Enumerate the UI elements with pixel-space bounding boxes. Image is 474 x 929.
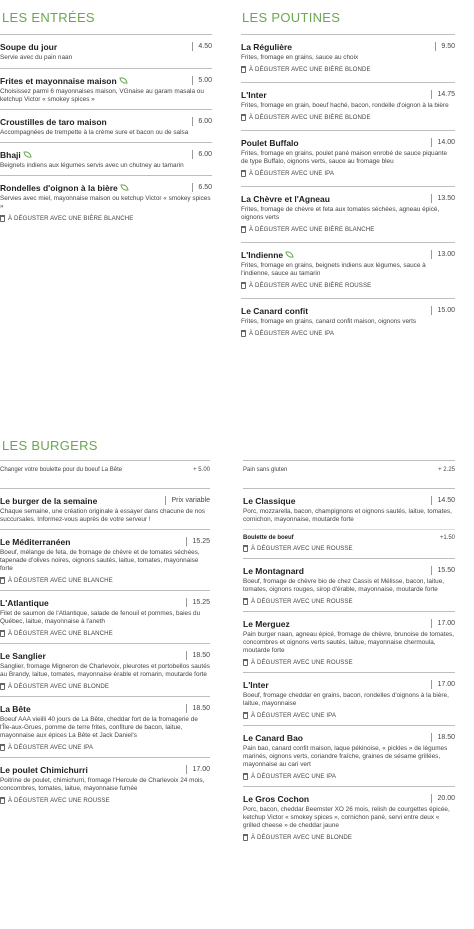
item-name-row (241, 192, 455, 205)
item-name-text: Le Canard confit (241, 305, 309, 316)
item-description: Pain bao, canard confit maison, laque pékinoise, « pickles » de légumes marinés, oignons verts, coriandre fraîche, graines de sésame grillées, mayonnaise au cari vert (243, 745, 448, 768)
item-description: Chaque semaine, une création originale à essayer dans chacune de nos succursales. Informez-vous auprès de votre serveur ! (0, 508, 205, 523)
item-name-text: Le Sanglier (0, 650, 46, 661)
menu-item-bhaji (0, 142, 212, 170)
item-name-row (0, 535, 210, 548)
item-name-row (243, 564, 455, 577)
menu-item-soupe-du-jour (0, 34, 212, 62)
menu-item-frites-et-mayonnaise-maison (0, 68, 212, 104)
item-price: 15.25 (186, 598, 210, 607)
item-name (243, 619, 290, 629)
burger-option-note (243, 460, 455, 474)
item-price: 18.50 (186, 651, 210, 660)
item-name (0, 496, 97, 506)
item-name (0, 183, 128, 193)
item-name-row (241, 248, 455, 261)
item-name-text: Rondelles d'oignon à la bière (0, 182, 118, 193)
item-price: 4.50 (192, 42, 212, 51)
item-description: Porc, mozzarella, bacon, champignons et oignons sautés, laitue, tomates, cornichon, mayonnaise, moutarde forte (243, 508, 452, 523)
beer-pairing-text: À DÉGUSTER AVEC UNE IPA (249, 170, 335, 177)
burger-option-note (0, 460, 210, 474)
item-name (0, 76, 127, 86)
item-name-text: Le Montagnard (243, 565, 304, 576)
beer-pairing (241, 114, 455, 121)
beer-pairing (243, 659, 455, 666)
item-name-row (0, 702, 210, 715)
beer-pairing-text: À DÉGUSTER AVEC UNE ROUSSE (251, 598, 353, 605)
vegetarian-leaf-icon (119, 76, 127, 84)
item-description: Beignets indiens aux légumes servis avec un chutney au tamarin (0, 162, 184, 169)
item-name (0, 598, 49, 608)
menu-item-la-reguliere (241, 34, 455, 73)
beer-glass-icon (243, 659, 248, 666)
item-description: Frites, fromage en grains, sauce au choix (241, 54, 359, 61)
beer-glass-icon (0, 683, 5, 690)
beer-glass-icon (0, 215, 5, 222)
beer-pairing-text: À DÉGUSTER AVEC UNE BLONDE (8, 683, 110, 690)
item-name-text: La Chèvre et l'Agneau (241, 193, 330, 204)
beer-pairing (243, 712, 455, 719)
menu-item-l-inter (241, 82, 455, 121)
vegetarian-leaf-icon (23, 150, 31, 158)
note-label: Pain sans gluten (243, 467, 288, 473)
beer-glass-icon (241, 282, 246, 289)
vegetarian-leaf-icon (120, 183, 128, 191)
note-price: + 2.25 (438, 467, 455, 473)
item-name (241, 306, 308, 316)
menu-item-le-gros-cochon (243, 786, 455, 841)
item-name (0, 117, 107, 127)
beer-glass-icon (241, 66, 246, 73)
burgers-left-list (0, 460, 210, 804)
beer-glass-icon (0, 797, 5, 804)
item-price: 20.00 (431, 794, 455, 803)
menu-item-le-sanglier (0, 643, 210, 690)
item-price: 15.25 (186, 537, 210, 546)
menu-item-le-burger-de-la-semaine (0, 488, 210, 524)
item-name-text: Frites et mayonnaise maison (0, 75, 117, 86)
item-description: Filet de saumon de l'Atlantique, salade de fenouil et pommes, baies du Québec, laitue, mayonnaise à l'aneth (0, 610, 201, 625)
section-title-poutines: LES POUTINES (242, 10, 341, 25)
item-name-row (0, 596, 210, 609)
beer-glass-icon (241, 330, 246, 337)
item-description: Boeuf AAA vieilli 40 jours de La Bête, cheddar fort de la fromagerie de l'Île-aux-Grues, pomme de terre frites, confiture de bacon, laitue, mayonnaise aux épices La Bête et Jack Daniel's (0, 716, 198, 739)
section-title-entrees: LES ENTRÉES (2, 10, 95, 25)
item-price: 15.50 (431, 566, 455, 575)
item-name (0, 537, 70, 547)
item-name (243, 680, 269, 690)
menu-item-le-canard-bao (243, 725, 455, 780)
item-name-text: L'Atlantique (0, 597, 49, 608)
item-description: Boeuf, fromage cheddar en grains, bacon, rondelles d'oignons à la bière, laitue, mayonnaise (243, 692, 449, 707)
item-name-row (0, 115, 212, 128)
beer-pairing (0, 630, 210, 637)
item-name-text: Le Gros Cochon (243, 793, 310, 804)
beer-pairing-text: À DÉGUSTER AVEC UNE ROUSSE (251, 659, 353, 666)
item-description: Boeuf, mélange de feta, de fromage de chèvre et de tomates séchées, tapenade d'olives noires, oignons sautés, laitue, tomates, mayonnaise forte (0, 549, 200, 572)
beer-glass-icon (243, 545, 248, 552)
beer-pairing (243, 773, 455, 780)
item-price: 13.00 (431, 250, 455, 259)
item-price: 17.00 (431, 680, 455, 689)
item-description: Boeuf, fromage de chèvre bio de chez Cassis et Mélisse, bacon, laitue, tomates, oignons rouges, sirop d'érable, mayonnaise, moutarde forte (243, 578, 445, 593)
beer-pairing (0, 744, 210, 751)
item-name (0, 150, 31, 160)
item-name (0, 704, 31, 714)
item-option-label: Boulette de boeuf (243, 534, 294, 541)
item-name-text: Bhaji (0, 149, 21, 160)
beer-pairing (243, 545, 455, 552)
menu-item-le-merguez (243, 611, 455, 666)
item-price: 6.50 (192, 183, 212, 192)
beer-pairing (241, 282, 455, 289)
beer-glass-icon (243, 773, 248, 780)
item-name-row (243, 792, 455, 805)
item-price: 5.00 (192, 76, 212, 85)
item-name-row (0, 148, 212, 161)
entrees-list (0, 34, 212, 222)
item-name-row (0, 181, 212, 194)
item-name-text: Le Merguez (243, 618, 290, 629)
vegetarian-leaf-icon (286, 250, 294, 258)
item-name (0, 42, 57, 52)
item-name-row (0, 74, 212, 87)
item-price: 13.50 (431, 194, 455, 203)
item-name-row (243, 494, 455, 507)
item-price: 14.75 (431, 90, 455, 99)
item-name-row (0, 649, 210, 662)
item-price: 15.00 (431, 306, 455, 315)
item-option-price: +1.50 (439, 534, 455, 541)
item-name (0, 765, 88, 775)
item-name (0, 651, 46, 661)
beer-glass-icon (243, 834, 248, 841)
item-name (243, 566, 304, 576)
beer-pairing (241, 330, 455, 337)
beer-glass-icon (243, 598, 248, 605)
beer-pairing (241, 226, 455, 233)
item-description: Poitrine de poulet, chimichurri, fromage l'Hercule de Charlevoix 24 mois, concombres, tomates, laitue, mayonnaise fumée (0, 777, 205, 792)
item-name (243, 496, 295, 506)
item-name-text: Croustilles de taro maison (0, 116, 107, 127)
beer-pairing-text: À DÉGUSTER AVEC UNE BLONDE (251, 834, 353, 841)
beer-glass-icon (241, 170, 246, 177)
item-name-row (0, 494, 210, 507)
beer-pairing-text: À DÉGUSTER AVEC UNE ROUSSE (251, 545, 353, 552)
item-name-text: L'Indienne (241, 249, 284, 260)
item-price: 17.00 (186, 765, 210, 774)
beer-pairing (241, 170, 455, 177)
beer-pairing-text: À DÉGUSTER AVEC UNE IPA (251, 712, 337, 719)
beer-pairing-text: À DÉGUSTER AVEC UNE IPA (8, 744, 94, 751)
menu-item-l-indienne (241, 242, 455, 289)
beer-pairing (243, 598, 455, 605)
menu-item-le-poulet-chimichurri (0, 757, 210, 804)
beer-glass-icon (0, 577, 5, 584)
item-name-row (243, 617, 455, 630)
item-description: Choisissez parmi 6 mayonnaises maison, VGnaise au garam masala ou ketchup Victor « smokey spices » (0, 88, 204, 103)
item-name-row (0, 763, 210, 776)
beer-glass-icon (241, 226, 246, 233)
item-description: Servie avec du pain naan (0, 54, 73, 61)
item-name-text: Le Classique (243, 495, 296, 506)
item-name-row (241, 88, 455, 101)
poutines-list (241, 34, 455, 337)
beer-pairing (0, 577, 210, 584)
beer-pairing-text: À DÉGUSTER AVEC UNE BLANCHE (8, 630, 113, 637)
item-price: 14.00 (431, 138, 455, 147)
item-description: Frites, fromage en grains, poulet pané maison enrobé de sauce piquante de type Buffalo, oignons verts, sauce au fromage bleu (241, 150, 448, 165)
item-name (241, 138, 299, 148)
beer-pairing-text: À DÉGUSTER AVEC UNE ROUSSE (8, 797, 110, 804)
beer-glass-icon (241, 114, 246, 121)
menu-item-la-bete (0, 696, 210, 751)
item-price: 6.00 (192, 150, 212, 159)
menu-item-le-montagnard (243, 558, 455, 605)
note-label: Changer votre boulette pour du boeuf La Bête (0, 467, 123, 473)
item-name-text: Soupe du jour (0, 41, 58, 52)
section-title-burgers: LES BURGERS (2, 438, 98, 453)
item-name-text: Le poulet Chimichurri (0, 764, 88, 775)
beer-pairing-text: À DÉGUSTER AVEC UNE IPA (251, 773, 337, 780)
beer-pairing-text: À DÉGUSTER AVEC UNE IPA (249, 330, 335, 337)
item-name (241, 90, 267, 100)
item-price: 9.50 (435, 42, 455, 51)
item-description: Porc, bacon, cheddar Beemster XO 26 mois, relish de courgettes épicée, ketchup Victor « smokey spices », cornichon pané, servi entre deux « grilled cheese » de cheddar jaune (243, 806, 450, 829)
beer-pairing-text: À DÉGUSTER AVEC UNE BIÈRE BLANCHE (8, 215, 134, 222)
item-price: 18.50 (186, 704, 210, 713)
beer-pairing (0, 797, 210, 804)
beer-pairing (241, 66, 455, 73)
beer-pairing-text: À DÉGUSTER AVEC UNE BIÈRE BLANCHE (249, 226, 375, 233)
beer-glass-icon (0, 630, 5, 637)
item-name (241, 42, 292, 52)
item-option-row (243, 529, 455, 541)
item-name-row (243, 678, 455, 691)
beer-glass-icon (0, 744, 5, 751)
item-name-row (241, 136, 455, 149)
menu-item-la-chevre-et-l-agneau (241, 186, 455, 233)
item-name (243, 794, 309, 804)
beer-glass-icon (243, 712, 248, 719)
item-description: Sanglier, fromage Migneron de Charlevoix, pleurotes et portobellos sautés au Brandy, laitue, tomates, mayonnaise érable et romarin, moutarde forte (0, 663, 210, 678)
item-name (243, 733, 303, 743)
menu-item-croustilles-de-taro-maison (0, 109, 212, 137)
beer-pairing (0, 215, 212, 222)
item-name-text: L'Inter (243, 679, 269, 690)
beer-pairing-text: À DÉGUSTER AVEC UNE BIÈRE BLONDE (249, 114, 371, 121)
menu-item-le-mediterraneen (0, 529, 210, 584)
item-name-row (241, 304, 455, 317)
item-description: Frites, fromage de chèvre et feta aux tomates séchées, agneau épicé, oignons verts (241, 206, 440, 221)
menu-item-l-inter (243, 672, 455, 719)
item-name-text: Poulet Buffalo (241, 137, 299, 148)
item-name-text: L'Inter (241, 89, 267, 100)
item-description: Frites, fromage en grain, boeuf haché, bacon, rondelle d'oignon à la bière (241, 102, 449, 109)
item-description: Accompagnées de trempette à la crème sure et bacon ou de salsa (0, 129, 189, 136)
item-price: 17.00 (431, 619, 455, 628)
beer-pairing (243, 834, 455, 841)
item-price: 14.50 (431, 496, 455, 505)
burgers-right-list (243, 460, 455, 841)
menu-item-rondelles-d-oignon-a-la-biere (0, 175, 212, 222)
item-price: Prix variable (165, 496, 210, 505)
menu-item-le-classique (243, 488, 455, 552)
item-name-text: Le Méditerranéen (0, 536, 71, 547)
beer-pairing (0, 683, 210, 690)
item-description: Servies avec miel, mayonnaise maison ou ketchup Victor « smokey spices » (0, 195, 211, 210)
beer-pairing-text: À DÉGUSTER AVEC UNE BIÈRE BLONDE (249, 66, 371, 73)
item-name-text: La Bête (0, 703, 31, 714)
beer-pairing-text: À DÉGUSTER AVEC UNE BLANCHE (8, 577, 113, 584)
menu-item-l-atlantique (0, 590, 210, 637)
item-name-row (0, 40, 212, 53)
menu-item-poulet-buffalo (241, 130, 455, 177)
item-name-text: Le Canard Bao (243, 732, 303, 743)
menu-item-le-canard-confit (241, 298, 455, 337)
item-name (241, 250, 293, 260)
item-name (241, 194, 330, 204)
item-name-row (241, 40, 455, 53)
item-price: 18.50 (431, 733, 455, 742)
item-price: 6.00 (192, 117, 212, 126)
item-name-text: Le burger de la semaine (0, 495, 98, 506)
item-description: Pain burger naan, agneau épicé, fromage de chèvre, brunoise de tomates, concombres et oignons verts sautés, laitue, mayonnaise chermoula, moutarde forte (243, 631, 455, 654)
beer-pairing-text: À DÉGUSTER AVEC UNE BIÈRE ROUSSE (249, 282, 372, 289)
item-name-row (243, 731, 455, 744)
item-name-text: La Régulière (241, 41, 293, 52)
note-price: + 5.00 (193, 467, 210, 473)
item-description: Frites, fromage en grains, canard confit maison, oignons verts (241, 318, 417, 325)
item-description: Frites, fromage en grains, beignets indiens aux légumes, sauce à l'indienne, sauce au tamarin (241, 262, 426, 277)
